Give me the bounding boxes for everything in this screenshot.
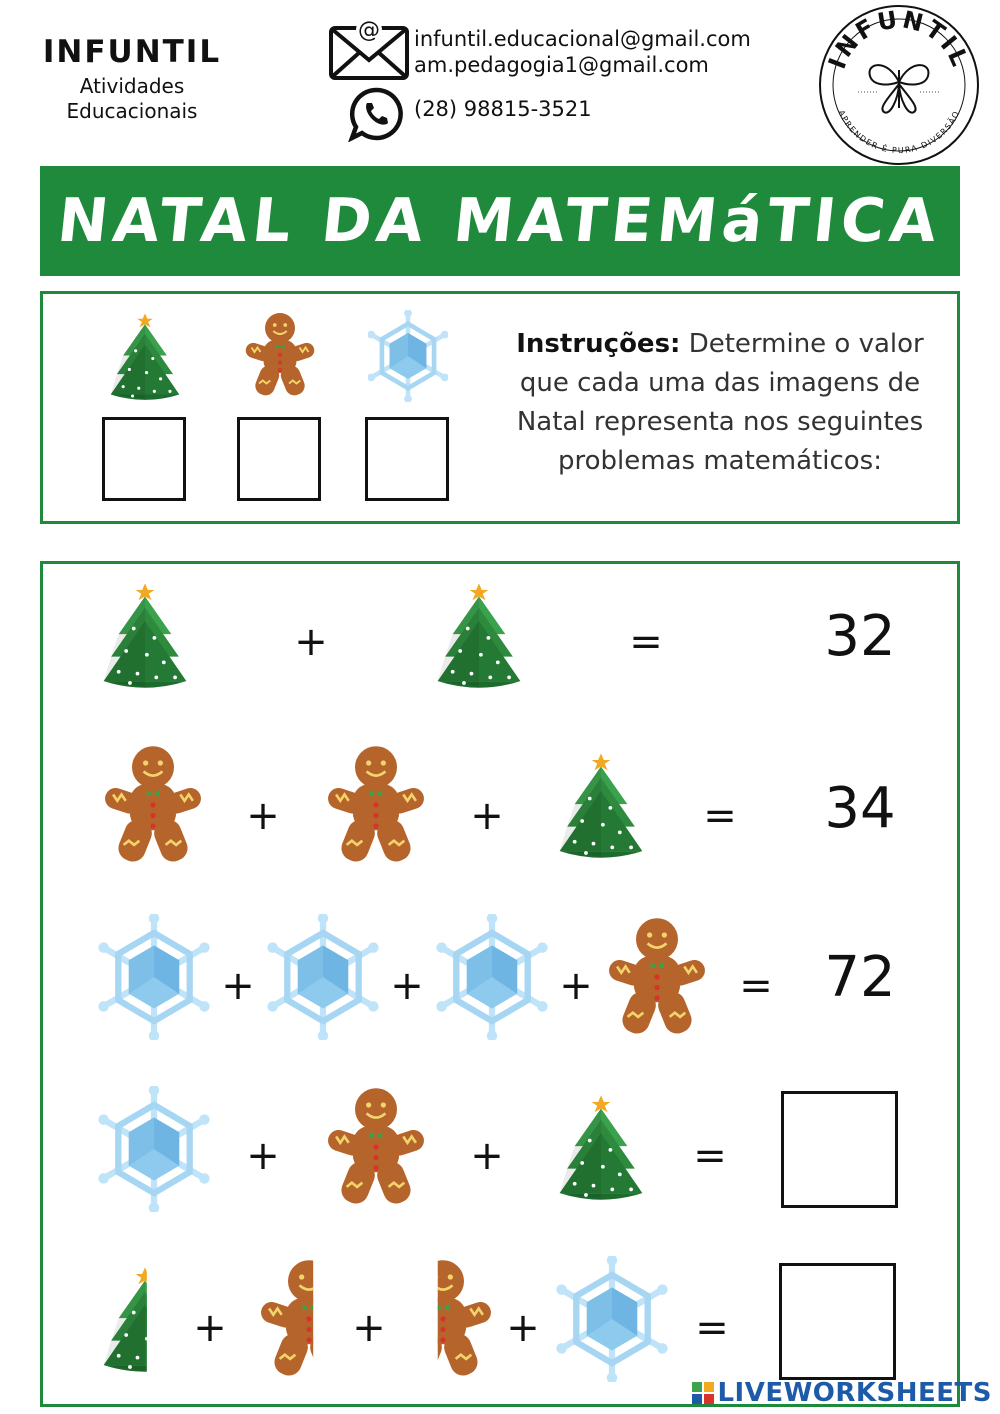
plus-sign: +	[246, 793, 280, 839]
email-icon	[328, 16, 410, 82]
result-value: 72	[824, 945, 896, 1010]
christmas-tree-icon	[106, 310, 184, 404]
equals-sign: =	[693, 1133, 727, 1179]
snowflake-icon	[556, 1256, 668, 1382]
brand-subtitle	[40, 74, 224, 124]
equals-sign: =	[739, 963, 773, 1009]
plus-sign: +	[193, 1305, 227, 1351]
half-gingerbread-man-icon	[390, 1256, 496, 1382]
brand-subtitle-line2: Educacionais	[66, 99, 198, 123]
liveworksheets-logo-icon	[691, 1381, 715, 1405]
tree-value-input[interactable]	[102, 417, 186, 501]
svg-text:@: @	[358, 18, 380, 43]
result-value: 32	[824, 604, 896, 669]
brand-seal-logo	[818, 4, 980, 166]
snowflake-value-input[interactable]	[365, 417, 449, 501]
plus-sign: +	[221, 963, 255, 1009]
snowflake-icon	[267, 914, 379, 1040]
whatsapp-icon	[348, 86, 404, 142]
plus-sign: +	[559, 963, 593, 1009]
result-value: 34	[824, 776, 896, 841]
plus-sign: +	[246, 1133, 280, 1179]
answer-input-row-5[interactable]	[779, 1263, 896, 1380]
email-address-1[interactable]: infuntil.educacional@gmail.com	[414, 27, 751, 51]
liveworksheets-watermark[interactable]	[691, 1378, 992, 1408]
half-christmas-tree-icon	[98, 1256, 192, 1384]
gingerbread-value-input[interactable]	[237, 417, 321, 501]
christmas-tree-icon	[554, 742, 648, 870]
snowflake-icon	[98, 1086, 210, 1212]
snowflake-icon	[98, 914, 210, 1040]
snowflake-icon	[368, 310, 448, 402]
equals-sign: =	[703, 793, 737, 839]
christmas-tree-icon	[554, 1084, 648, 1212]
plus-sign: +	[390, 963, 424, 1009]
plus-sign: +	[470, 1133, 504, 1179]
answer-input-row-4[interactable]	[781, 1091, 898, 1208]
page-title: NATAL DA MATEMáTICA	[54, 186, 946, 256]
gingerbread-man-icon	[323, 1084, 429, 1210]
equals-sign: =	[629, 619, 663, 665]
brand-subtitle-line1: Atividades	[79, 74, 185, 98]
brand-name: INFUNTIL	[42, 34, 222, 70]
instructions	[515, 325, 925, 481]
gingerbread-man-icon	[323, 742, 429, 868]
email-address-2[interactable]: am.pedagogia1@gmail.com	[414, 53, 709, 77]
gingerbread-man-icon	[100, 742, 206, 868]
gingerbread-man-icon	[604, 914, 710, 1040]
christmas-tree-icon	[432, 572, 526, 700]
christmas-tree-icon	[98, 572, 192, 700]
gingerbread-man-icon	[240, 310, 320, 400]
equals-sign: =	[695, 1305, 729, 1351]
svg-text:APRENDER É PURA DIVERSÃO: APRENDER É PURA DIVERSÃO	[836, 108, 962, 156]
title-banner	[40, 166, 960, 276]
svg-text:INFUNTIL: INFUNTIL	[822, 5, 975, 73]
snowflake-icon	[436, 914, 548, 1040]
phone-number[interactable]: (28) 98815-3521	[414, 97, 592, 121]
plus-sign: +	[294, 619, 328, 665]
instructions-text: Determine o valor que cada uma das imagens de Natal representa nos seguintes problemas matemáticos:	[516, 329, 924, 476]
plus-sign: +	[352, 1305, 386, 1351]
half-gingerbread-man-icon	[256, 1256, 362, 1382]
instructions-label: Instruções:	[516, 329, 681, 359]
plus-sign: +	[470, 793, 504, 839]
watermark-text: LIVEWORKSHEETS	[717, 1378, 992, 1408]
plus-sign: +	[506, 1305, 540, 1351]
